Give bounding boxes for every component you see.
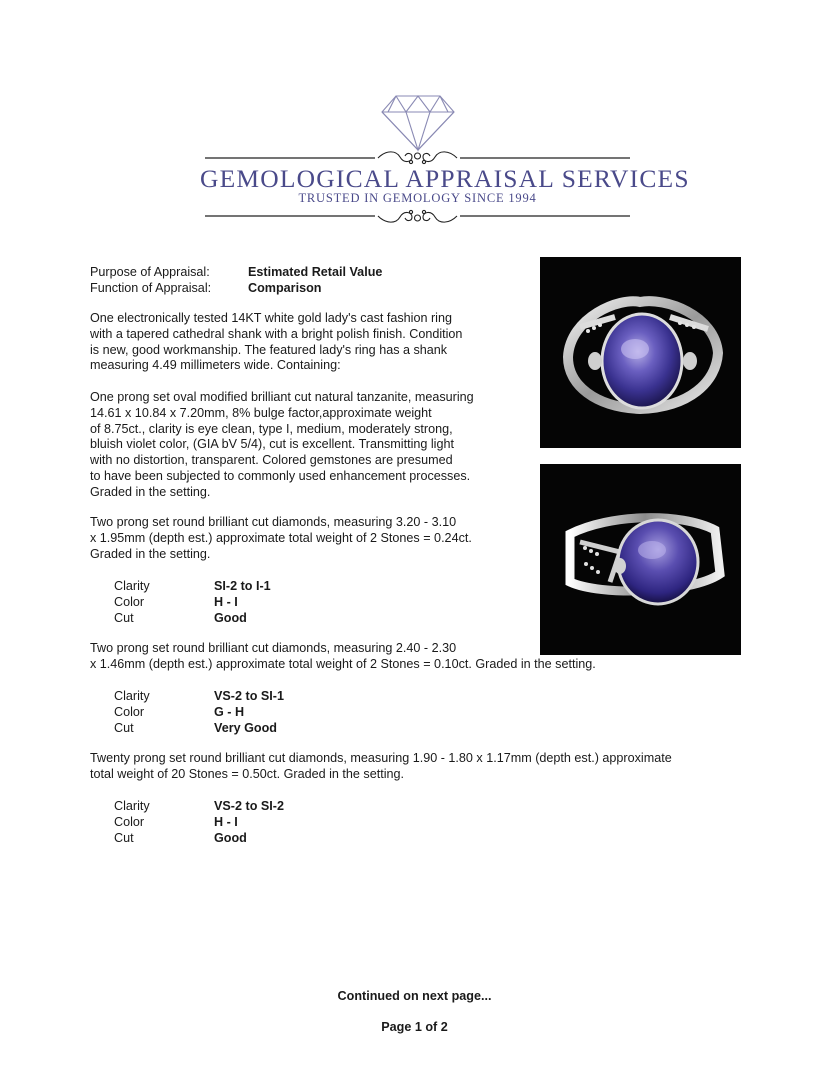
diamond-group-3-description	[90, 751, 672, 783]
color-value: H - I	[214, 815, 238, 829]
cut-label: Cut	[114, 831, 134, 845]
page-number: Page 1 of 2	[381, 1020, 448, 1034]
function-label: Function of Appraisal:	[90, 281, 212, 295]
diamond-group-line: total weight of 20 Stones = 0.50ct. Graded in the setting.	[90, 766, 404, 781]
center-stone-line: 14.61 x 10.84 x 7.20mm, 8% bulge factor,approximate weight	[90, 405, 432, 420]
clarity-label: Clarity	[114, 579, 150, 593]
color-label: Color	[114, 815, 145, 829]
color-label: Color	[114, 595, 145, 609]
diamond-group-3-spec-labels	[114, 798, 150, 846]
cut-value: Good	[214, 611, 247, 625]
clarity-value: VS-2 to SI-2	[214, 799, 284, 813]
continued-note: Continued on next page...	[337, 989, 492, 1003]
diamond-group-2-spec-values	[214, 688, 284, 736]
diamond-group-line: Twenty prong set round brilliant cut diamonds, measuring 1.90 - 1.80 x 1.17mm (depth est.) approximate	[90, 751, 672, 765]
center-stone-line: One prong set oval modified brilliant cut natural tanzanite, measuring	[90, 390, 474, 404]
center-stone-line: to have been subjected to commonly used enhancement processes.	[90, 468, 471, 483]
function-value: Comparison	[248, 281, 322, 295]
center-stone-line: bluish violet color, (GIA bV 5/4), cut is excellent. Transmitting light	[90, 437, 454, 452]
ring-description	[90, 311, 462, 374]
clarity-label: Clarity	[114, 799, 150, 813]
cut-label: Cut	[114, 721, 134, 735]
description-line: One electronically tested 14KT white gold lady's cast fashion ring	[90, 311, 452, 325]
purpose-value: Estimated Retail Value	[248, 265, 383, 279]
center-stone-line: of 8.75ct., clarity is eye clean, type I, medium, moderately strong,	[90, 421, 453, 436]
diamond-group-line: Two prong set round brilliant cut diamonds, measuring 3.20 - 3.10	[90, 515, 457, 529]
center-stone-line: Graded in the setting.	[90, 484, 211, 499]
diamond-group-3-spec-values	[214, 798, 284, 846]
diamond-group-line: x 1.95mm (depth est.) approximate total weight of 2 Stones = 0.24ct.	[90, 530, 472, 545]
diamond-group-1-spec-labels	[114, 578, 150, 626]
description-line: measuring 4.49 millimeters wide. Containing:	[90, 358, 341, 373]
color-label: Color	[114, 705, 145, 719]
center-stone-description	[90, 390, 474, 501]
company-logo	[200, 90, 690, 230]
company-tagline: TRUSTED IN GEMOLOGY SINCE 1994	[298, 191, 537, 205]
purpose-label: Purpose of Appraisal:	[90, 265, 210, 279]
company-name: GEMOLOGICAL APPRAISAL SERVICES	[200, 164, 690, 193]
divider-ornament-bottom	[200, 206, 635, 226]
ring-photo-angle-view	[540, 464, 741, 655]
clarity-value: VS-2 to SI-1	[214, 689, 284, 703]
diamond-group-2-description	[90, 641, 596, 673]
description-line: with a tapered cathedral shank with a bright polish finish. Condition	[90, 326, 463, 341]
ring-photo-top-view	[540, 257, 741, 448]
cut-value: Very Good	[214, 721, 277, 735]
cut-value: Good	[214, 831, 247, 845]
diamond-group-2-spec-labels	[114, 688, 150, 736]
center-stone-line: with no distortion, transparent. Colored gemstones are presumed	[90, 453, 453, 468]
diamond-group-line: Two prong set round brilliant cut diamonds, measuring 2.40 - 2.30	[90, 641, 457, 655]
diamond-group-line: x 1.46mm (depth est.) approximate total weight of 2 Stones = 0.10ct. Graded in the setting.	[90, 656, 596, 671]
color-value: G - H	[214, 705, 245, 719]
clarity-value: SI-2 to I-1	[214, 579, 271, 593]
diamond-group-line: Graded in the setting.	[90, 546, 211, 561]
cut-label: Cut	[114, 611, 134, 625]
clarity-label: Clarity	[114, 689, 150, 703]
diamond-group-1-description	[90, 515, 472, 562]
diamond-group-1-spec-values	[214, 578, 271, 626]
color-value: H - I	[214, 595, 238, 609]
description-line: is new, good workmanship. The featured lady's ring has a shank	[90, 342, 448, 357]
